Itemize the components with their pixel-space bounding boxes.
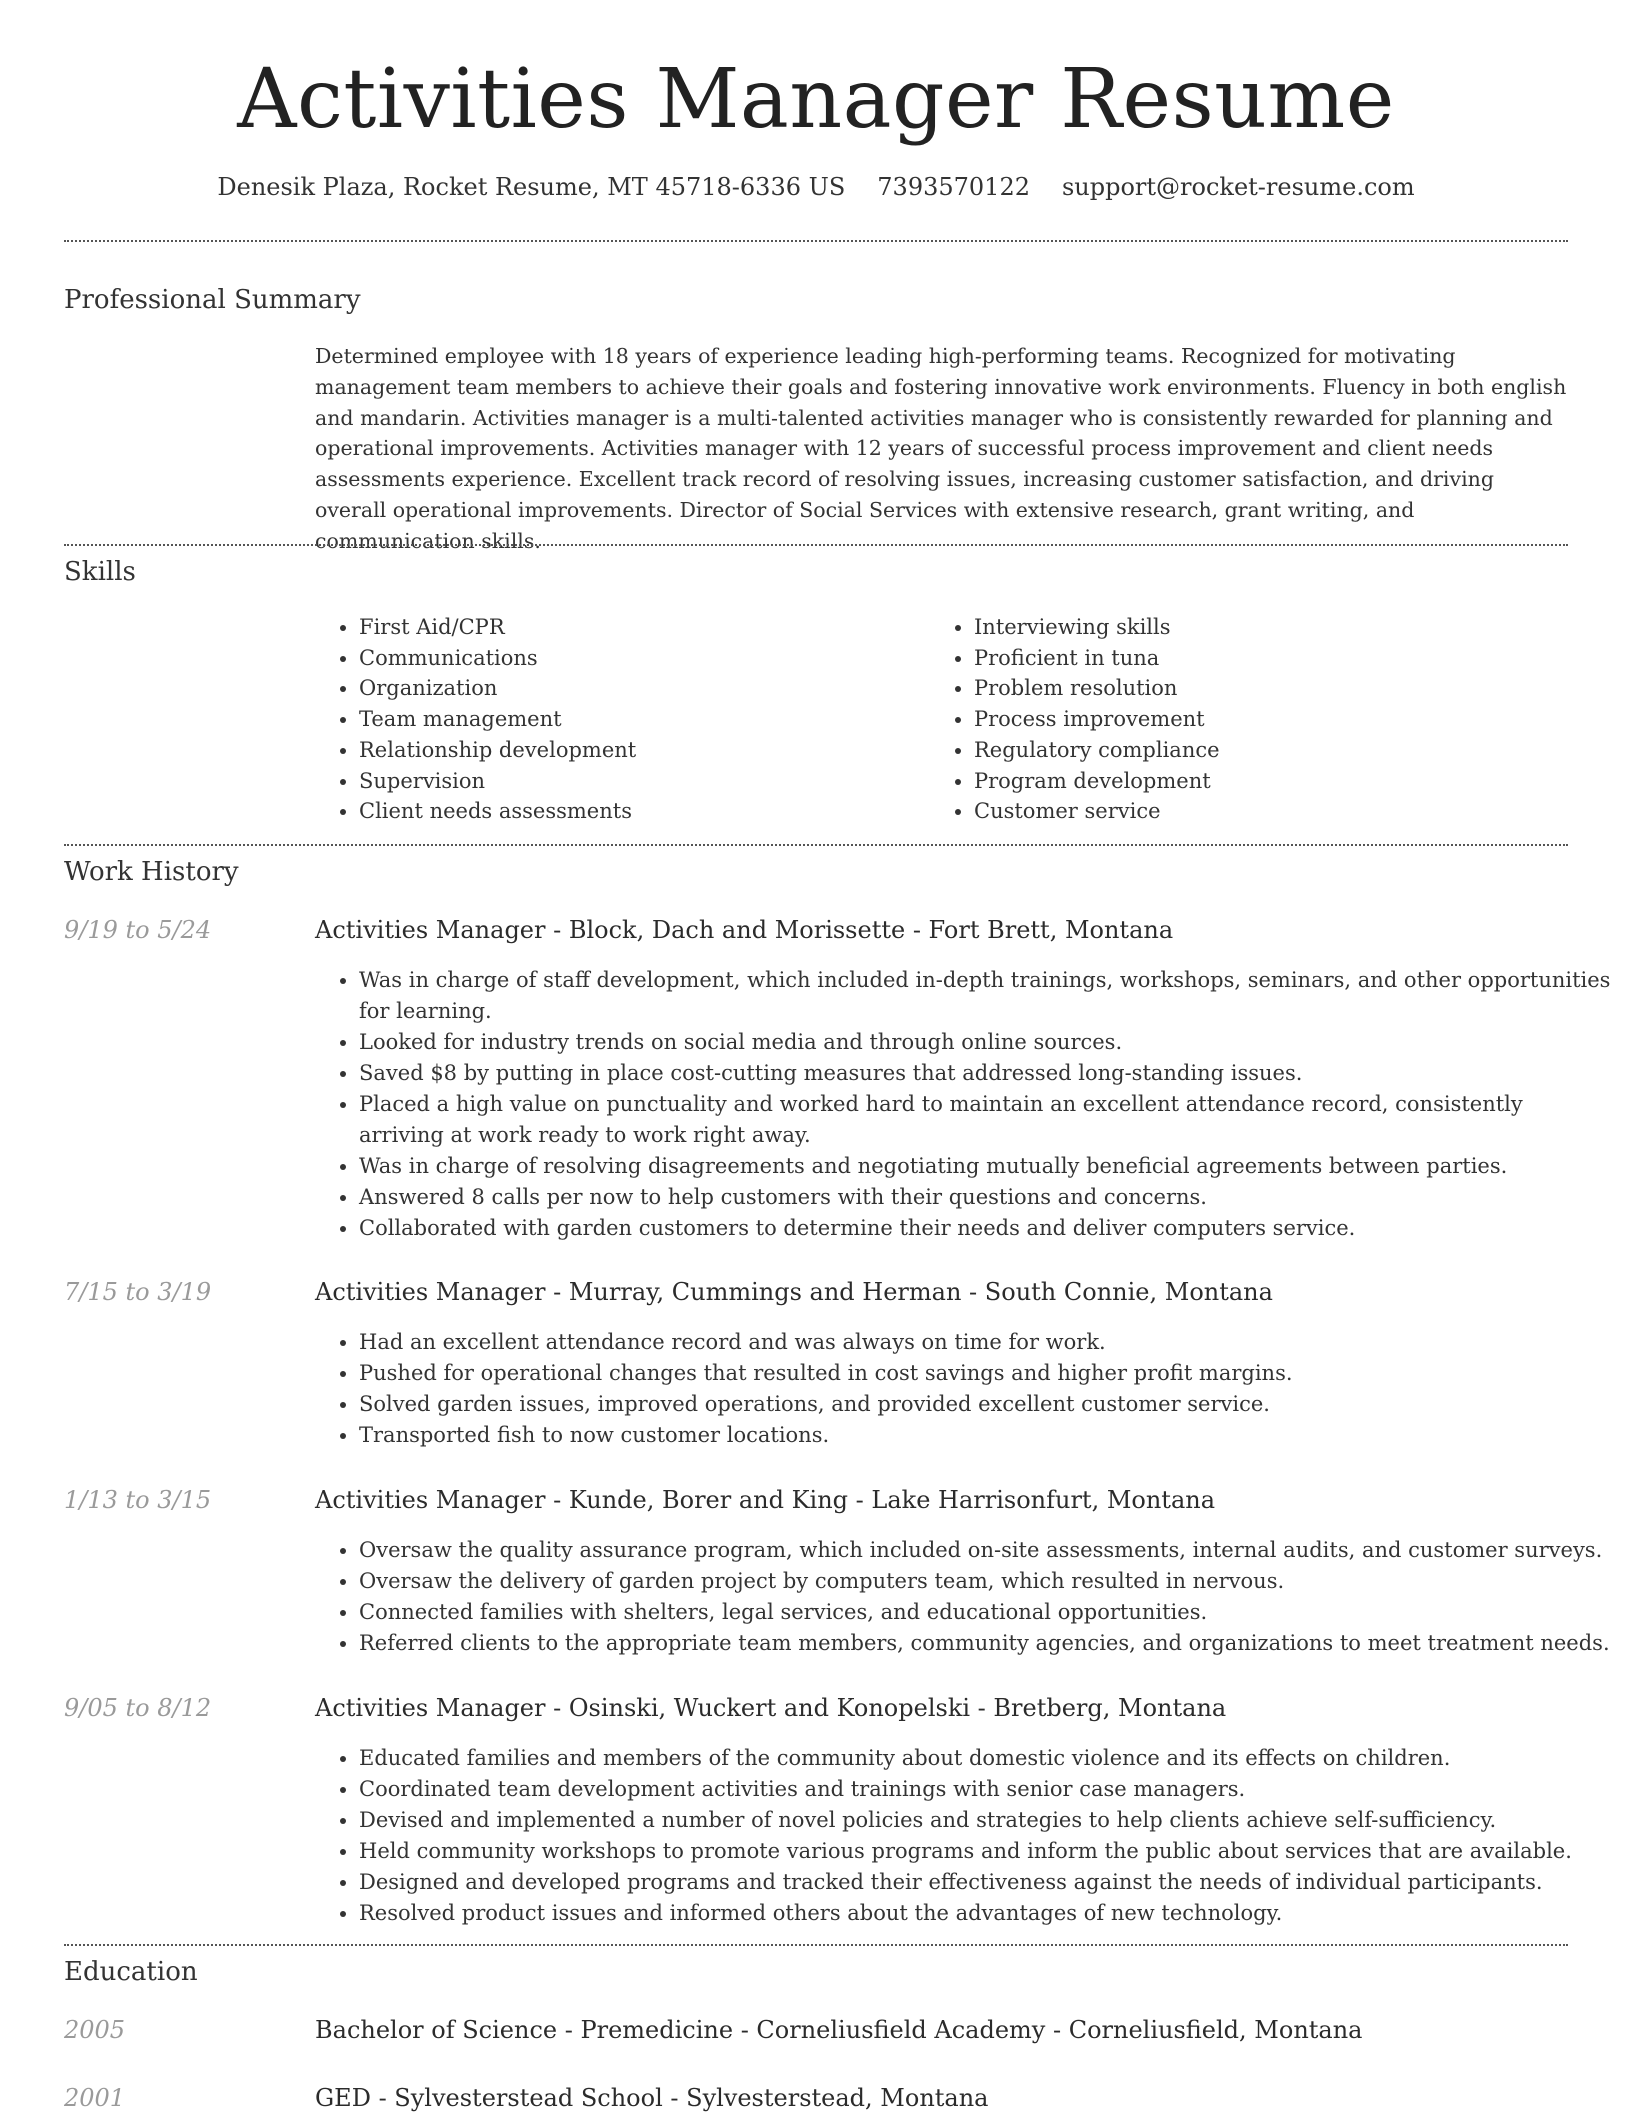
skill-item: • Communications [359,643,636,674]
education-year: 2005 [64,2016,126,2044]
section-divider [64,240,1568,242]
job-dates: 9/19 to 5/24 [64,916,212,944]
skill-item: • Program development [974,766,1220,797]
contact-address: Denesik Plaza, Rocket Resume, MT 45718-6336 US [217,173,846,201]
job-bullet: • Answered 8 calls per now to help customers with their questions and concerns. [359,1182,1612,1213]
job-bullets [315,1327,1612,1451]
job-bullet: • Oversaw the quality assurance program, which included on-site assessments, internal audits, and customer surveys. [359,1535,1612,1566]
skill-item: • Supervision [359,766,636,797]
section-divider [64,844,1568,846]
job-bullet: • Looked for industry trends on social media and through online sources. [359,1027,1612,1058]
summary-heading: Professional Summary [64,285,361,315]
education-title: Bachelor of Science - Premedicine - Corneliusfield Academy - Corneliusfield, Montana [315,2016,1363,2044]
job-bullet: • Designed and developed programs and tracked their effectiveness against the needs of individual participants. [359,1867,1612,1898]
work-history-heading: Work History [64,857,239,887]
education-year: 2001 [64,2084,126,2112]
job-bullet: • Was in charge of staff development, which included in-depth trainings, workshops, seminars, and other opportunities for learning. [359,965,1612,1027]
job-bullet: • Solved garden issues, improved operations, and provided excellent customer service. [359,1389,1612,1420]
job-bullet: • Coordinated team development activities and trainings with senior case managers. [359,1774,1612,1805]
job-bullet: • Was in charge of resolving disagreements and negotiating mutually beneficial agreements between parties. [359,1151,1612,1182]
contact-phone: 7393570122 [877,173,1030,201]
job-bullet: • Held community workshops to promote various programs and inform the public about services that are available. [359,1836,1612,1867]
job-title: Activities Manager - Kunde, Borer and King - Lake Harrisonfurt, Montana [315,1486,1216,1514]
skill-item: • Process improvement [974,704,1220,735]
skill-item: • Proficient in tuna [974,643,1220,674]
resume-title: Activities Manager Resume [237,52,1395,147]
job-bullet: • Oversaw the delivery of garden project by computers team, which resulted in nervous. [359,1566,1612,1597]
job-title: Activities Manager - Osinski, Wuckert and Konopelski - Bretberg, Montana [315,1694,1227,1722]
section-divider [64,1944,1568,1946]
skill-item: • Regulatory compliance [974,735,1220,766]
job-bullet: • Collaborated with garden customers to determine their needs and deliver computers service. [359,1213,1612,1244]
contact-email: support@rocket-resume.com [1061,173,1415,201]
job-bullets [315,1535,1612,1659]
job-dates: 1/13 to 3/15 [64,1486,212,1514]
job-bullet: • Connected families with shelters, legal services, and educational opportunities. [359,1597,1612,1628]
skill-item: • Client needs assessments [359,796,636,827]
skill-item: • First Aid/CPR [359,612,636,643]
contact-line [0,170,1632,204]
summary-text: Determined employee with 18 years of experience leading high-performing teams. Recognized for motivating management team members to achieve their goals and fostering innovative work environments. Fluency in both english and mandarin. Activities manager is a multi-talented activities manager who is consistently rewarded for planning and operational improvements. Activities manager with 12 years of successful process improvement and client needs assessments experience. Excellent track record of resolving issues, increasing customer satisfaction, and driving overall operational improvements. Director of Social Services with extensive research, grant writing, and communication skills. [315,344,1567,553]
job-bullets [315,1743,1612,1929]
skill-item: • Problem resolution [974,673,1220,704]
skill-item: • Relationship development [359,735,636,766]
job-title: Activities Manager - Murray, Cummings and Herman - South Connie, Montana [315,1278,1273,1306]
job-bullet: • Devised and implemented a number of novel policies and strategies to help clients achieve self-sufficiency. [359,1805,1612,1836]
job-bullet: • Transported fish to now customer locations. [359,1420,1612,1451]
job-bullet: • Resolved product issues and informed others about the advantages of new technology. [359,1898,1612,1929]
job-bullet: • Educated families and members of the community about domestic violence and its effects on children. [359,1743,1612,1774]
skill-item: • Team management [359,704,636,735]
job-bullet: • Had an excellent attendance record and was always on time for work. [359,1327,1612,1358]
skill-item: • Customer service [974,796,1220,827]
job-bullet: • Pushed for operational changes that resulted in cost savings and higher profit margins. [359,1358,1612,1389]
education-title: GED - Sylvesterstead School - Sylvesterstead, Montana [315,2084,989,2112]
education-heading: Education [64,1957,198,1987]
job-bullets [315,965,1612,1244]
job-title: Activities Manager - Block, Dach and Morissette - Fort Brett, Montana [315,916,1174,944]
job-bullet: • Referred clients to the appropriate team members, community agencies, and organizations to meet treatment needs. [359,1628,1612,1659]
skills-list-left [315,612,636,827]
job-bullet: • Placed a high value on punctuality and worked hard to maintain an excellent attendance record, consistently arriving at work ready to work right away. [359,1089,1612,1151]
skill-item: • Interviewing skills [974,612,1220,643]
section-divider [64,544,1568,546]
skills-list-right [930,612,1220,827]
job-dates: 9/05 to 8/12 [64,1694,212,1722]
job-bullet: • Saved $8 by putting in place cost-cutting measures that addressed long-standing issues. [359,1058,1612,1089]
skills-heading: Skills [64,557,136,587]
job-dates: 7/15 to 3/19 [64,1278,212,1306]
skill-item: • Organization [359,673,636,704]
